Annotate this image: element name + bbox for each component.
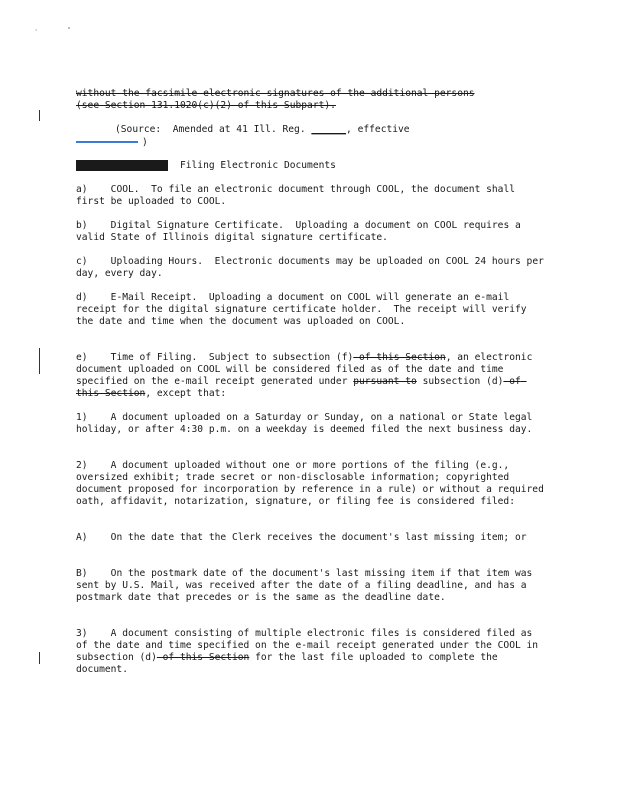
revision-bar xyxy=(39,348,40,374)
para-heading: E-Mail Receipt. xyxy=(110,292,198,303)
subitem-b xyxy=(76,568,546,604)
item-text: A document consisting of multiple electronic files is considered filed as of the date and time specified on the e-mail receipt generated under the COOL in subsection (d) xyxy=(76,628,544,663)
para-text: Uploading a document on COOL requires a valid State of Illinois digital signature certificate. xyxy=(76,220,527,243)
revision-bar xyxy=(39,110,40,121)
paragraph-d xyxy=(76,292,546,328)
scan-mark: " xyxy=(67,26,72,34)
item-text: A document uploaded on a Saturday or Sunday, on a national or State legal holiday, or after 4:30 p.m. on a weekday is deemed filed the next business day. xyxy=(76,412,539,435)
para-label: e) xyxy=(76,352,88,363)
para-label: c) xyxy=(76,256,88,267)
section-heading xyxy=(76,160,546,172)
para-label: b) xyxy=(76,220,88,231)
deleted-text: of this Section xyxy=(353,352,446,363)
para-label: a) xyxy=(76,184,88,195)
subitem-text: On the date that the Clerk receives the document's last missing item; or xyxy=(110,532,527,543)
para-text: subsection (d) xyxy=(416,376,504,387)
source-note xyxy=(115,124,535,136)
intro-text xyxy=(76,88,546,112)
intro-line-1: without the facsimile electronic signatures of the additional persons xyxy=(76,88,475,99)
paragraph-c xyxy=(76,256,550,280)
item-text: for the last file uploaded to complete the document. xyxy=(76,652,504,675)
para-text: , an electronic document uploaded on COOL will be considered filed as of the date and time specified on the e-mail receipt generated under xyxy=(76,352,539,387)
para-label: d) xyxy=(76,292,88,303)
item-3 xyxy=(76,628,546,676)
item-label: 1) xyxy=(76,412,88,423)
para-text: Electronic documents may be uploaded on COOL 24 hours per day, every day. xyxy=(76,256,550,279)
intro-line-2: (see Section 131.1020(c)(2) of this Subpart). xyxy=(76,100,336,111)
scan-mark: ' xyxy=(34,28,39,36)
item-label: 2) xyxy=(76,460,88,471)
subitem-label: A) xyxy=(76,532,88,543)
para-text: , except that: xyxy=(145,388,227,399)
subitem-label: B) xyxy=(76,568,88,579)
subitem-a xyxy=(76,532,546,544)
source-blank: ______ xyxy=(311,124,347,135)
deleted-text: of this Section xyxy=(156,652,250,663)
para-heading: Digital Signature Certificate. xyxy=(110,220,284,231)
item-2 xyxy=(76,460,550,508)
para-heading: Time of Filing. xyxy=(110,352,198,363)
deleted-text: of this Section xyxy=(76,376,527,399)
section-title: Filing Electronic Documents xyxy=(179,160,336,171)
source-date-blank xyxy=(76,141,138,143)
item-1 xyxy=(76,412,546,436)
source-close: ) xyxy=(142,137,148,148)
source-middle: , effective xyxy=(346,124,410,135)
subitem-text: On the postmark date of the document's last missing item if that item was sent by U.S. Mail, was received after the date of a filing deadline, and has a postmark date that precedes or is the same as the deadline date. xyxy=(76,568,539,603)
deleted-text: pursuant to xyxy=(353,376,417,387)
para-heading: Uploading Hours. xyxy=(110,256,204,267)
source-note-line2 xyxy=(76,137,546,149)
paragraph-b xyxy=(76,220,546,244)
revision-bar xyxy=(39,652,40,664)
paragraph-a xyxy=(76,184,546,208)
source-prefix: (Source: Amended at 41 Ill. Reg. xyxy=(115,124,312,135)
para-heading: COOL. xyxy=(110,184,140,195)
section-number: Section 131.1030 xyxy=(76,160,169,171)
item-text: A document uploaded without one or more portions of the filing (e.g., oversized exhibit; trade secret or non-disclosable information; copyrighted document proposed for incorporation by reference in a rule) or without a required oath, affidavit, notarization, signature, or filing fee is considered filed: xyxy=(76,460,550,507)
para-text: Subject to subsection (f) xyxy=(208,352,354,363)
para-text: To file an electronic document through COOL, the document shall first be uploaded to COOL. xyxy=(76,184,521,207)
para-text: Uploading a document on COOL will generate an e-mail receipt for the digital signature certificate holder. The receipt will verify the date and time when the document was uploaded on COOL. xyxy=(76,292,533,327)
paragraph-e xyxy=(76,352,546,400)
item-label: 3) xyxy=(76,628,88,639)
